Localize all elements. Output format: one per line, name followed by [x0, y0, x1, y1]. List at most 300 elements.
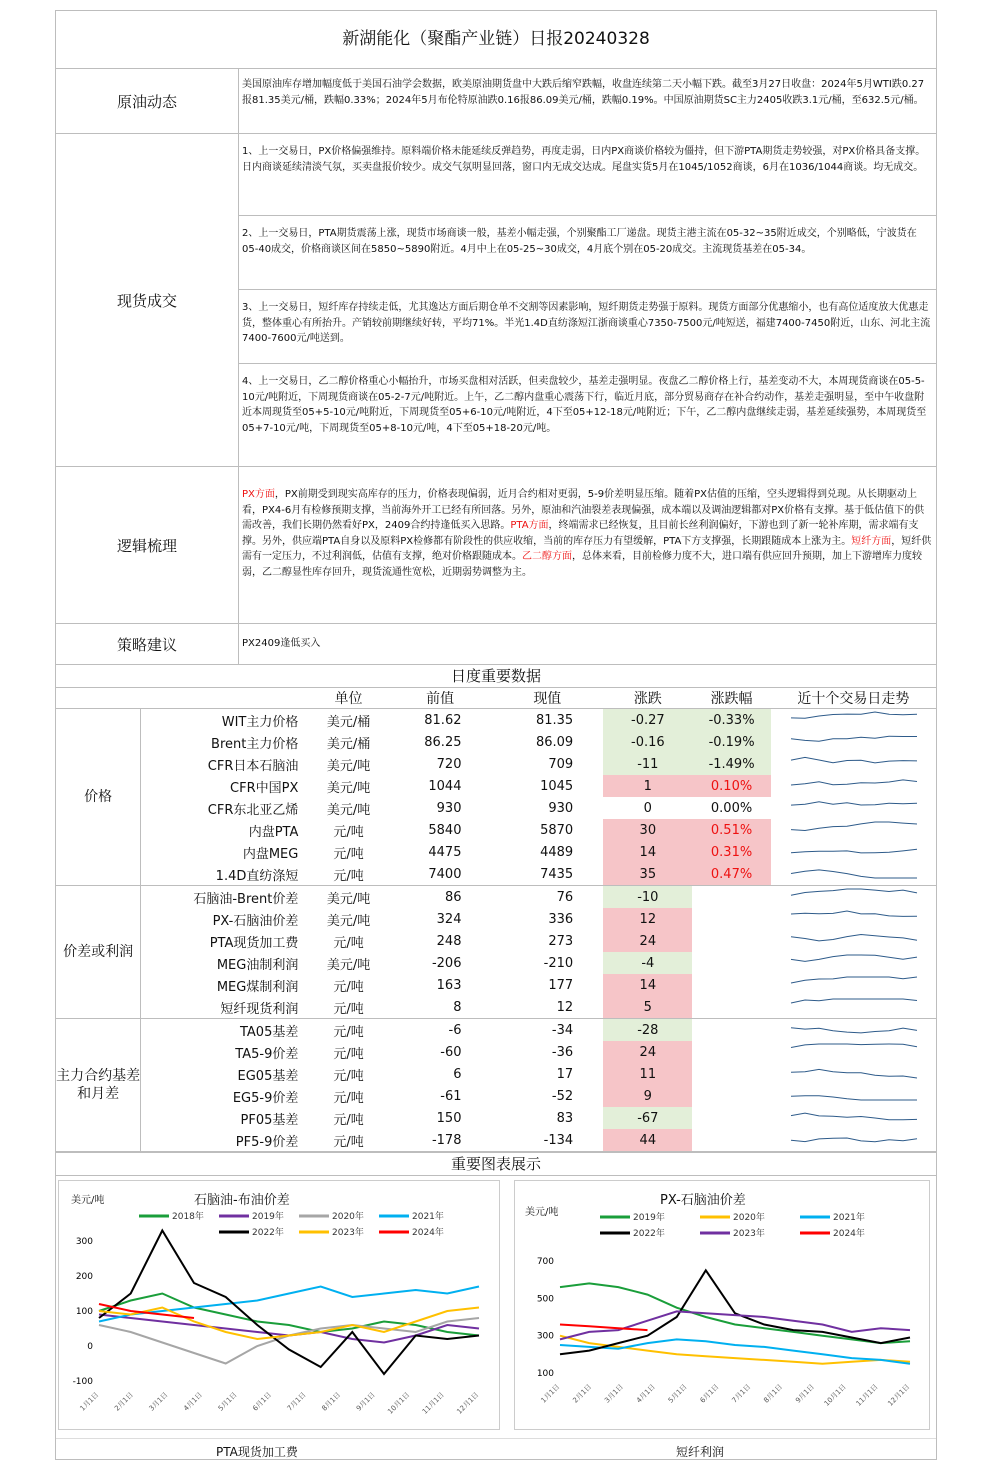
trend-line: [791, 1044, 917, 1048]
report-title: 新湖能化（聚酯产业链）日报20240328: [56, 11, 936, 69]
series-line-2021年: [99, 1287, 479, 1322]
row-prev-value: 720: [436, 756, 462, 772]
trend-sparkline: [783, 1129, 923, 1147]
row-change-pct: [692, 996, 770, 1019]
trend-cell: [771, 1041, 936, 1063]
row-prev-value: 81.62: [424, 712, 462, 728]
trend-line: [791, 977, 917, 983]
row-prev-value: 7400: [389, 863, 492, 886]
row-change-pct: [692, 1019, 770, 1042]
row-name: PF05基差: [240, 1112, 299, 1128]
trend-cell: [771, 1063, 936, 1085]
daily-data-body: [56, 709, 936, 1152]
chart1-svg: [59, 1181, 499, 1429]
row-unit: 美元/吨: [326, 758, 371, 774]
row-unit: 美元/桶: [326, 714, 371, 730]
x-tick-label: 8月1日: [320, 1390, 343, 1413]
x-tick-label: 2月1日: [571, 1382, 594, 1405]
trend-sparkline: [783, 775, 923, 793]
bottom-chart-title-2: 短纤利润: [676, 1445, 725, 1459]
row-prev-value: -206: [431, 955, 462, 971]
trend-sparkline: [783, 1085, 923, 1103]
row-unit: 美元/吨: [326, 957, 371, 973]
row-current-value: -134: [491, 1129, 603, 1152]
trend-cell: [771, 1019, 936, 1042]
group-label: 主力合约基差和月差: [56, 1019, 141, 1152]
spot-para-4: 4、上一交易日，乙二醇价格重心小幅抬升，市场买盘相对活跃，但卖盘较少，基差走强明显。夜盘乙二醇价格上行，基差变动不大，本周现货商谈在05-5-10元/吨附近，下周现货商谈在05-2-7元/吨附近。上午，乙二醇内盘重心震荡下行，临近月底，部分贸易商存在补合约动作，基差走强明显，至中午收盘附近本周现货至05+5-10元/吨附近，下周现货至05+6-10元/吨附近，4下至05+12-18元/吨附近；下午，乙二醇内盘继续走弱，基差延续强势，本周现货至05+7-10元/吨，下周现货至05+8-10元/吨，4下至05+18-20元/吨。: [242, 376, 927, 434]
x-tick-label: 3月1日: [147, 1390, 170, 1413]
row-name: MEG油制利润: [216, 957, 299, 973]
row-prev-value: 930: [436, 800, 462, 816]
row-name: CFR东北亚乙烯: [207, 802, 299, 818]
row-current-value: 7435: [491, 863, 603, 886]
row-current-value: 273: [548, 933, 574, 949]
section-label-strategy: 策略建议: [56, 624, 239, 664]
row-unit: 元/吨: [333, 1024, 364, 1040]
y-tick-label: 100: [75, 1307, 93, 1317]
trend-line: [791, 1138, 917, 1142]
row-change: 12: [603, 908, 692, 930]
charts-title: 重要图表展示: [56, 1152, 936, 1176]
row-prev-value: 1044: [428, 778, 462, 794]
header-cur: 现值: [491, 688, 603, 709]
row-prev-value: 8: [389, 996, 492, 1019]
row-name: PF5-9价差: [141, 1129, 309, 1152]
row-name: EG05基差: [237, 1068, 299, 1084]
header-trend: 近十个交易日走势: [771, 688, 936, 709]
row-change-pct: 0.10%: [692, 775, 770, 797]
row-prev-value: 6: [453, 1066, 462, 1082]
row-current-value: 17: [556, 1066, 574, 1082]
header-blank-2: [141, 688, 309, 709]
row-name: TA5-9价差: [235, 1046, 299, 1062]
legend-label: 2022年: [633, 1229, 665, 1239]
row-name: Brent主力价格: [211, 736, 299, 752]
x-tick-label: 11月1日: [854, 1382, 880, 1408]
x-tick-label: 1月1日: [78, 1390, 101, 1413]
row-name: PX-石脑油价差: [212, 913, 299, 929]
spot-para-3: 3、上一交易日，短纤库存持续走低，尤其逸达方面后期仓单不交割等因素影响，短纤期货走势强于原料。现货方面部分优惠缩小，也有高位适度放大优惠走货，整体重心有所抬升。产销较前期继续好转，平均71%。半光1.4D直纺涤短江浙商谈重心7350-7500元/吨短送，福建7400-7450附近，山东、河北主流7400-7600元/吨送到。: [239, 290, 936, 364]
logic-topic-label: PTA方面: [510, 520, 549, 531]
series-line-2022年: [99, 1231, 479, 1375]
x-tick-label: 9月1日: [794, 1382, 816, 1405]
logic-segment-text: ，PX前期受到现实高库存的压力，价格表现偏弱，近月合约相对更弱，5-9价差明显压缩。随着PX估值的压缩，空头逻辑得到兑现。从长期驱动上看，PX4-6月有检修预期支撑，当前海外开工已经有所回落。另外，原油和汽油裂差表现偏强，成本端以及调油逻辑都对PX价格有支撑。基于低估值下的供需改善，我们长期仍然看好PX，2409合约持逢低买入思路。: [242, 489, 925, 531]
table-row: [56, 753, 936, 775]
trend-sparkline: [783, 753, 923, 771]
legend-label: 2023年: [332, 1228, 364, 1238]
row-change-pct: 0.31%: [692, 841, 770, 863]
y-tick-label: 100: [536, 1369, 554, 1379]
section-strategy: [56, 624, 936, 665]
trend-sparkline: [783, 731, 923, 749]
header-pct: 涨跌幅: [692, 688, 770, 709]
row-name: 内盘MEG: [242, 846, 299, 862]
row-change-pct: 0.00%: [710, 800, 753, 816]
row-name: WIT主力价格: [221, 714, 299, 730]
trend-line: [791, 1069, 917, 1078]
x-tick-label: 12月1日: [886, 1382, 912, 1408]
trend-cell: [771, 819, 936, 841]
table-row: [56, 1085, 936, 1107]
row-current-value: -210: [543, 955, 574, 971]
row-change-pct: 0.51%: [692, 819, 770, 841]
y-tick-label: 300: [75, 1237, 93, 1247]
trend-cell: [771, 797, 936, 819]
trend-line: [791, 955, 917, 961]
row-prev-value: 163: [436, 977, 462, 993]
row-unit: 元/吨: [308, 996, 388, 1019]
row-name: TA05基差: [239, 1024, 299, 1040]
trend-sparkline: [783, 841, 923, 859]
table-row: [56, 1063, 936, 1085]
x-tick-label: 1月1日: [539, 1382, 562, 1405]
x-tick-label: 10月1日: [822, 1382, 848, 1408]
chart-px-naphtha: [514, 1180, 930, 1430]
row-unit: 美元/桶: [326, 736, 371, 752]
trend-sparkline: [783, 908, 923, 926]
trend-line: [791, 1113, 917, 1120]
spot-body: [239, 134, 936, 466]
trend-sparkline: [783, 1019, 923, 1037]
row-prev-value: -60: [440, 1044, 462, 1060]
table-row: [56, 1019, 936, 1042]
row-unit: 美元/吨: [326, 780, 371, 796]
trend-cell: [771, 709, 936, 732]
trend-cell: [771, 1085, 936, 1107]
y-tick-label: 200: [75, 1272, 93, 1282]
trend-cell: [771, 1107, 936, 1129]
legend-label: 2019年: [633, 1213, 665, 1223]
trend-line: [791, 870, 917, 878]
row-unit: 元/吨: [333, 1068, 364, 1084]
row-change: -10: [603, 886, 692, 909]
row-change: 35: [603, 863, 692, 886]
series-line-2022年: [560, 1270, 910, 1354]
x-tick-label: 9月1日: [354, 1390, 377, 1413]
trend-sparkline: [783, 886, 923, 904]
row-current-value: 336: [548, 911, 574, 927]
table-row: [56, 863, 936, 886]
bottom-chart-title-1: PTA现货加工费: [216, 1445, 298, 1459]
chart2-title: PX-石脑油价差: [660, 1193, 746, 1208]
row-change: 14: [603, 974, 692, 996]
legend-label: 2022年: [252, 1228, 284, 1238]
legend-label: 2023年: [733, 1229, 765, 1239]
row-unit: 元/吨: [333, 935, 364, 951]
table-row: [56, 797, 936, 819]
daily-data-table: [56, 688, 936, 1152]
row-name: 石脑油-Brent价差: [193, 891, 299, 907]
chart1-title: 石脑油-布油价差: [194, 1193, 290, 1208]
chart-naphtha-brent: [58, 1180, 500, 1430]
row-current-value: -52: [551, 1088, 574, 1104]
trend-cell: [771, 775, 936, 797]
row-current-value: 81.35: [535, 712, 574, 728]
trend-sparkline: [783, 1063, 923, 1081]
logic-segment-text: ，终端需求已经恢复，且目前长丝利润偏好，下游也到了新一轮补库期，需求端有支撑。另外，供应端PTA自身以及原料PX检修都有阶段性的供应收缩，当前的库存压力有望缓解，PTA下方支撑强，长期跟随成本上涨为主。: [242, 520, 919, 547]
row-name: CFR日本石脑油: [207, 758, 299, 774]
x-tick-label: 3月1日: [603, 1382, 626, 1405]
crude-text: 美国原油库存增加幅度低于美国石油学会数据，欧美原油期货盘中大跌后缩窄跌幅，收盘连续第二天小幅下跌。截至3月27日收盘：2024年5月WTI跌0.27报81.35美元/桶，跌幅0.33%；2024年5月布伦特原油跌0.16报86.09美元/桶，跌幅0.19%。中国原油期货SC主力2405收跌3.1元/桶，至632.5元/桶。: [242, 79, 925, 106]
trend-line: [791, 1028, 917, 1033]
trend-line: [791, 849, 917, 853]
row-unit: 元/吨: [333, 846, 364, 862]
row-unit: 元/吨: [333, 1112, 364, 1128]
row-change-pct: [692, 1107, 770, 1129]
trend-line: [791, 802, 917, 805]
x-tick-label: 2月1日: [113, 1390, 135, 1413]
row-prev-value: -6: [448, 1022, 462, 1038]
trend-cell: [771, 841, 936, 863]
row-change-pct: [692, 930, 770, 952]
row-name: 内盘PTA: [248, 824, 299, 840]
logic-segment-text: ，总体来看，目前检修力度不大，进口端有供应回升预期，加上下游增库力度较弱，乙二醇显性库存回升，现货流通性宽松，近期弱势调整为主。: [242, 551, 922, 578]
trend-line: [791, 822, 917, 831]
row-current-value: -34: [551, 1022, 574, 1038]
section-spot: [56, 134, 936, 467]
series-line-2021年: [560, 1339, 910, 1363]
row-prev-value: 150: [436, 1110, 462, 1126]
spot-para-1: 1、上一交易日，PX价格偏强维持。原料端价格未能延续反弹趋势，再度走弱，日内PX商谈价格较为僵持，但下游PTA期货走势较强，对PX价格具备支撑。日内商谈延续清淡气氛，买卖盘报价较少。成交气氛明显回落，窗口内无成交达成。尾盘实货5月在1045/1052商谈，6月在1036/1044商谈。均无成交。: [239, 134, 936, 216]
row-current-value: 177: [548, 977, 574, 993]
daily-data-title: 日度重要数据: [56, 665, 936, 688]
row-change: 30: [603, 819, 692, 841]
trend-sparkline: [783, 930, 923, 948]
trend-line: [791, 1096, 917, 1100]
row-name: EG5-9价差: [232, 1090, 299, 1106]
row-name: PTA现货加工费: [209, 935, 299, 951]
trend-sparkline: [783, 819, 923, 837]
row-name: 1.4D直纺涤短: [141, 863, 309, 886]
row-change: 9: [603, 1085, 692, 1107]
row-change: 5: [603, 996, 692, 1019]
legend-label: 2020年: [733, 1213, 765, 1223]
row-unit: 元/吨: [333, 1090, 364, 1106]
charts-area: [56, 1176, 936, 1438]
row-prev-value: -61: [440, 1088, 462, 1104]
x-tick-label: 12月1日: [455, 1390, 481, 1416]
x-tick-label: 10月1日: [386, 1390, 412, 1416]
header-prev: 前值: [389, 688, 492, 709]
section-logic: [56, 467, 936, 624]
trend-cell: [771, 863, 936, 886]
chart1-unit: 美元/吨: [71, 1195, 105, 1206]
trend-line: [791, 999, 917, 1003]
row-change-pct: [692, 1129, 770, 1152]
trend-cell: [771, 731, 936, 753]
row-unit: 元/吨: [308, 1129, 388, 1152]
row-change: -4: [603, 952, 692, 974]
header-chg: 涨跌: [603, 688, 692, 709]
section-label-crude: 原油动态: [56, 69, 239, 133]
trend-line: [791, 712, 917, 718]
legend-label: 2021年: [833, 1213, 865, 1223]
trend-line: [791, 780, 917, 785]
logic-topic-label: 乙二醇方面: [522, 551, 572, 562]
row-current-value: -36: [551, 1044, 574, 1060]
row-change-pct: [692, 908, 770, 930]
legend-label: 2024年: [412, 1228, 444, 1238]
header-unit: 单位: [308, 688, 388, 709]
row-current-value: 83: [556, 1110, 574, 1126]
trend-cell: [771, 753, 936, 775]
row-change-pct: 0.47%: [692, 863, 770, 886]
row-prev-value: -178: [389, 1129, 492, 1152]
chart2-unit: 美元/吨: [525, 1207, 559, 1218]
row-current-value: 86.09: [535, 734, 574, 750]
trend-cell: [771, 996, 936, 1019]
row-change-pct: [692, 886, 770, 909]
strategy-text: PX2409逢低买入: [242, 638, 321, 649]
trend-sparkline: [783, 1041, 923, 1059]
section-crude: [56, 69, 936, 134]
table-row: [56, 1041, 936, 1063]
row-change: -11: [603, 753, 692, 775]
x-tick-label: 5月1日: [216, 1390, 239, 1413]
logic-topic-label: PX方面: [242, 489, 275, 500]
header-blank: [56, 688, 141, 709]
y-tick-label: -100: [72, 1377, 93, 1387]
table-row: [56, 886, 936, 909]
logic-topic-label: 短纤方面: [851, 535, 892, 547]
row-change: -67: [603, 1107, 692, 1129]
table-row: [56, 709, 936, 732]
trend-sparkline: [783, 797, 923, 815]
row-change-pct: -1.49%: [692, 753, 770, 775]
trend-sparkline: [783, 952, 923, 970]
row-unit: 美元/吨: [326, 913, 371, 929]
trend-line: [791, 911, 917, 916]
row-unit: 元/吨: [308, 863, 388, 886]
row-change-pct: -0.33%: [692, 709, 770, 732]
table-row: [56, 930, 936, 952]
row-current-value: 709: [548, 756, 574, 772]
table-row: [56, 1129, 936, 1152]
logic-segment-text: ，短纤供需有一定压力，不过利润低，估值有支撑，绝对价格跟随成本。: [242, 535, 932, 562]
trend-sparkline: [783, 1107, 923, 1125]
x-tick-label: 6月1日: [251, 1390, 274, 1413]
row-change-pct: [692, 974, 770, 996]
group-label: 价格: [56, 709, 141, 886]
legend-label: 2020年: [332, 1212, 364, 1222]
y-tick-label: 0: [87, 1342, 93, 1352]
row-change-pct: [692, 1085, 770, 1107]
row-unit: 元/吨: [333, 1046, 364, 1062]
table-row: [56, 731, 936, 753]
row-change: 11: [603, 1063, 692, 1085]
group-label: 价差或利润: [56, 886, 141, 1019]
row-prev-value: 4475: [428, 844, 462, 860]
row-change-pct: [692, 1041, 770, 1063]
row-prev-value: 324: [436, 911, 462, 927]
row-current-value: 5870: [540, 822, 574, 838]
row-name: MEG煤制利润: [216, 979, 299, 995]
x-tick-label: 11月1日: [420, 1390, 446, 1416]
x-tick-label: 8月1日: [762, 1382, 785, 1405]
row-change: 0: [643, 800, 652, 816]
trend-cell: [771, 930, 936, 952]
row-change-pct: -0.19%: [692, 731, 770, 753]
section-label-spot: 现货成交: [56, 134, 239, 466]
row-current-value: 12: [491, 996, 603, 1019]
row-unit: 美元/吨: [326, 802, 371, 818]
row-change: 14: [603, 841, 692, 863]
table-row: [56, 841, 936, 863]
logic-text: [239, 467, 936, 623]
trend-sparkline: [783, 996, 923, 1014]
trend-sparkline: [783, 863, 923, 881]
report-page: [55, 10, 937, 1460]
row-change: 44: [603, 1129, 692, 1152]
row-change: 24: [603, 1041, 692, 1063]
row-unit: 元/吨: [333, 979, 364, 995]
trend-line: [791, 736, 917, 741]
table-row: [56, 819, 936, 841]
row-name: CFR中国PX: [230, 780, 299, 796]
spot-para-2: 2、上一交易日，PTA期货震荡上涨，现货市场商谈一般，基差小幅走强，个别聚酯工厂递盘。现货主港主流在05-32~35附近成交，个别略低，宁波货在05-40成交，价格商谈区间在5850~5890附近。4月中上在05-25~30成交，4月底个别在05-20成交。主流现货基差在05-34。: [239, 216, 936, 290]
row-prev-value: 248: [436, 933, 462, 949]
bottom-charts-strip: [56, 1438, 936, 1459]
table-row: [56, 974, 936, 996]
table-row: [56, 775, 936, 797]
x-tick-label: 4月1日: [182, 1390, 205, 1413]
legend-label: 2019年: [252, 1212, 284, 1222]
x-tick-label: 7月1日: [730, 1382, 753, 1405]
x-tick-label: 4月1日: [635, 1382, 657, 1405]
trend-cell: [771, 974, 936, 996]
row-current-value: 1045: [540, 778, 574, 794]
trend-cell: [771, 952, 936, 974]
table-row: [56, 1107, 936, 1129]
trend-cell: [771, 908, 936, 930]
row-current-value: 76: [556, 889, 574, 905]
row-change: -0.16: [603, 731, 692, 753]
trend-line: [791, 889, 917, 895]
y-tick-label: 300: [536, 1331, 554, 1342]
section-label-logic: 逻辑梳理: [56, 467, 239, 623]
x-tick-label: 6月1日: [698, 1382, 721, 1405]
row-prev-value: 86.25: [424, 734, 462, 750]
row-change: -0.27: [603, 709, 692, 732]
row-change: 1: [603, 775, 692, 797]
row-change: -28: [603, 1019, 692, 1042]
row-change-pct: [692, 1063, 770, 1085]
table-row: [56, 996, 936, 1019]
table-row: [56, 952, 936, 974]
row-prev-value: 86: [444, 889, 462, 905]
trend-cell: [771, 1129, 936, 1152]
table-row: [56, 908, 936, 930]
legend-label: 2021年: [412, 1212, 444, 1222]
row-change: 24: [603, 930, 692, 952]
legend-label: 2024年: [833, 1229, 865, 1239]
legend-label: 2018年: [172, 1212, 204, 1222]
row-unit: 美元/吨: [326, 891, 371, 907]
chart2-svg: [515, 1181, 929, 1429]
trend-sparkline: [783, 709, 923, 727]
trend-line: [791, 935, 917, 941]
trend-line: [791, 757, 917, 763]
row-name: 短纤现货利润: [141, 996, 309, 1019]
row-prev-value: 5840: [428, 822, 462, 838]
row-change-pct: [692, 952, 770, 974]
trend-sparkline: [783, 974, 923, 992]
row-current-value: 4489: [540, 844, 574, 860]
row-current-value: 930: [548, 800, 574, 816]
x-tick-label: 7月1日: [285, 1390, 308, 1413]
y-tick-label: 700: [536, 1257, 554, 1267]
trend-cell: [771, 886, 936, 909]
